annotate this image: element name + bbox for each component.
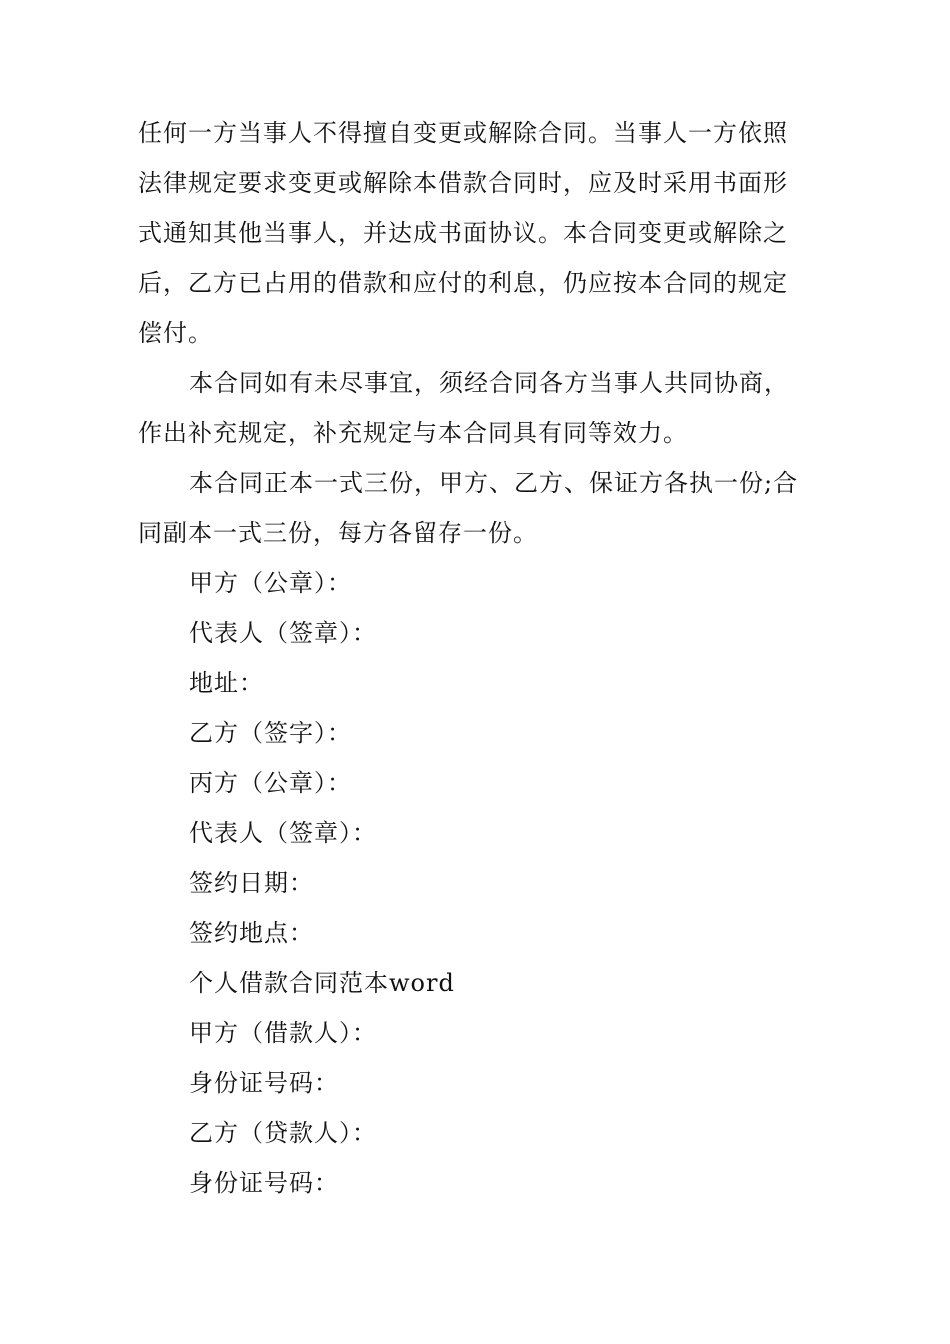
paragraph-line: 本合同正本一式三份，甲方、乙方、保证方各执一份;合 [189, 469, 799, 497]
signature-field-representative: 代表人（签章）： [189, 819, 377, 847]
paragraph-line: 作出补充规定，补充规定与本合同具有同等效力。 [138, 419, 688, 447]
borrower-lender-section [138, 1008, 828, 1208]
paragraph-line: 偿付。 [138, 319, 213, 347]
paragraph-line: 后，乙方已占用的借款和应付的利息，仍应按本合同的规定 [138, 269, 788, 297]
signature-field-party-b: 乙方（签字）： [189, 719, 352, 747]
section-title: 个人借款合同范本word [189, 969, 455, 997]
paragraph-line: 同副本一式三份，每方各留存一份。 [138, 519, 538, 547]
paragraph-line: 本合同如有未尽事宜，须经合同各方当事人共同协商， [189, 369, 789, 397]
field-borrower: 甲方（借款人）： [189, 1019, 377, 1047]
paragraph-line: 式通知其他当事人，并达成书面协议。本合同变更或解除之 [138, 219, 788, 247]
paragraph-contract-change [138, 108, 828, 358]
signature-field-representative: 代表人（签章）： [189, 619, 377, 647]
signature-field-address: 地址： [189, 669, 264, 697]
signature-field-date: 签约日期： [189, 869, 314, 897]
paragraph-line: 任何一方当事人不得擅自变更或解除合同。当事人一方依照 [138, 119, 788, 147]
paragraph-supplementary [138, 358, 828, 458]
field-lender-id: 身份证号码： [189, 1169, 339, 1197]
paragraph-copies [138, 458, 828, 558]
signature-field-party-a: 甲方（公章）： [189, 569, 352, 597]
field-lender: 乙方（贷款人）： [189, 1119, 377, 1147]
field-borrower-id: 身份证号码： [189, 1069, 339, 1097]
document-body [138, 108, 828, 1208]
paragraph-line: 法律规定要求变更或解除本借款合同时，应及时采用书面形 [138, 169, 788, 197]
signature-section [138, 558, 828, 958]
signature-field-party-c: 丙方（公章）： [189, 769, 352, 797]
signature-field-place: 签约地点： [189, 919, 314, 947]
